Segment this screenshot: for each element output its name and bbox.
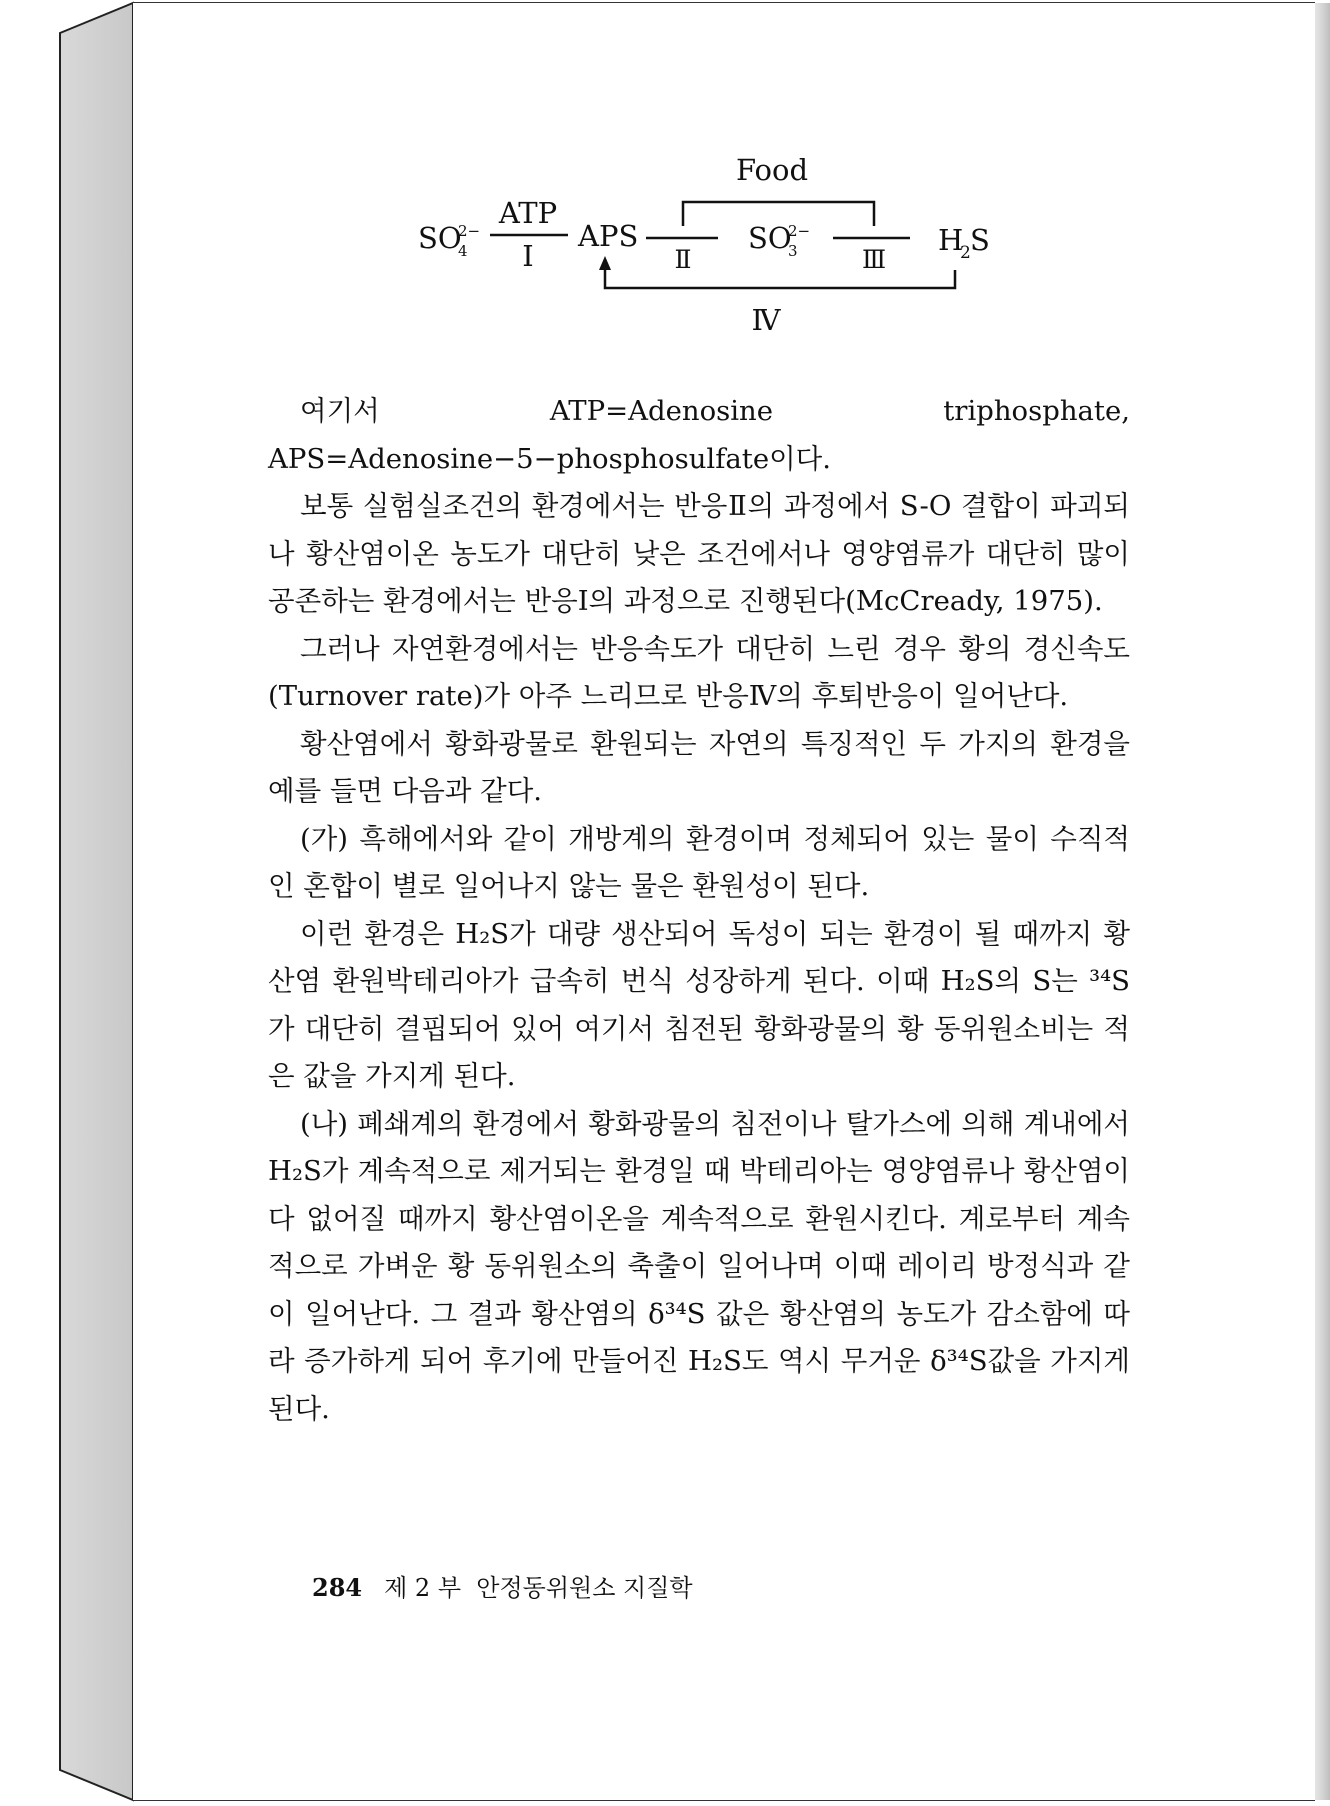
svg-text:2: 2 [960,243,971,263]
svg-text:SO: SO [748,221,792,255]
paragraph-two-environments: 황산염에서 황화광물로 환원되는 자연의 특징적인 두 가지의 환경을 예를 들면 다음과 같다. [268,727,1130,807]
step-4-label: Ⅳ [751,303,781,337]
svg-text:3: 3 [788,242,798,260]
h2s-label [938,223,990,263]
aps-label: APS [578,219,639,253]
sulfite-label [748,221,810,260]
step-2-label: Ⅱ [674,245,692,274]
paragraph-abbreviations: 여기서 ATP=Adenosine triphosphate, APS=Adenosine−5−phosphosulfate이다. [268,395,1130,475]
svg-text:SO: SO [418,221,462,255]
return-pathway-4 [605,266,955,288]
paragraph-lab-conditions: 보통 실험실조건의 환경에서는 반응Ⅱ의 과정에서 S-O 결합이 파괴되나 황산염이온 농도가 대단히 낮은 조건에서나 영양염류가 대단히 많이 공존하는 환경에서는 반응Ⅰ의 과정으로 진행된다(McCready, 1975). [268,490,1130,617]
svg-text:S: S [970,223,990,257]
svg-text:2−: 2− [458,222,481,240]
sulfate-reduction-diagram [0,0,1330,380]
atp-label: ATP [498,196,558,230]
paragraph-case-a: (가) 흑해에서와 같이 개방계의 환경이며 정체되어 있는 물이 수직적인 혼합이 별로 일어나지 않는 물은 환원성이 된다. [268,822,1130,902]
paragraph-case-b: (나) 폐쇄계의 환경에서 황화광물의 침전이나 탈가스에 의해 계내에서 H₂S가 계속적으로 제거되는 환경일 때 박테리아는 영양염류나 황산염이 다 없어질 때까지 황산염이온을 계속적으로 환원시킨다. 계로부터 계속적으로 가벼운 황 동위원소의 축출이 일어나며 이때 레이리 방정식과 같이 일어난다. 그 결과 황산염의 δ³⁴S 값은 황산염의 농도가 감소함에 따라 증가하게 되어 후기에 만들어진 H₂S도 역시 무거운 δ³⁴S값을 가지게 된다. [268,1107,1130,1425]
footer-title: 안정동위원소 지질학 [476,1574,693,1602]
svg-text:2−: 2− [788,222,811,240]
page-footer [312,1568,693,1603]
sulfate-label [418,221,480,260]
footer-part: 제 2 부 [384,1574,462,1602]
svg-text:H: H [938,223,964,257]
svg-text:4: 4 [458,242,468,260]
step-1-label: I [522,239,534,273]
paragraph-case-a-detail: 이런 환경은 H₂S가 대량 생산되어 독성이 되는 환경이 될 때까지 황산염 환원박테리아가 급속히 번식 성장하게 된다. 이때 H₂S의 S는 ³⁴S가 대단히 결핍되어 있어 여기서 침전된 황화광물의 황 동위원소비는 적은 값을 가지게 된다. [268,917,1130,1092]
page-number: 284 [312,1573,363,1602]
step-3-label: Ⅲ [861,245,887,274]
body-text [268,388,1130,1433]
paragraph-natural-environment: 그러나 자연환경에서는 반응속도가 대단히 느린 경우 황의 경신속도(Turnover rate)가 아주 느리므로 반응Ⅳ의 후퇴반응이 일어난다. [268,632,1130,712]
return-arrowhead [599,256,611,270]
food-label: Food [735,153,809,187]
